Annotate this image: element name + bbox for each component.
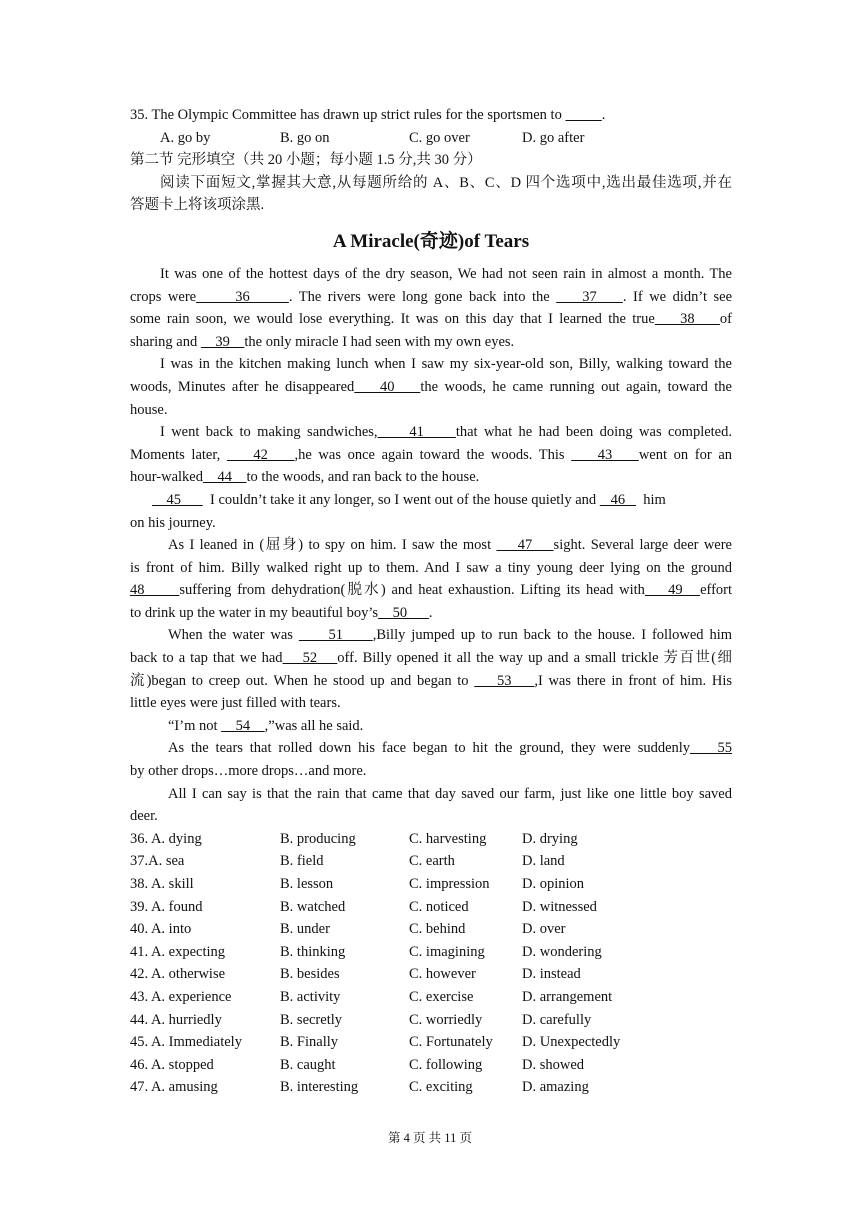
- question-options-row: [130, 918, 732, 941]
- question-options-row: [130, 1031, 732, 1054]
- option-d: D. arrangement: [522, 988, 613, 1005]
- question-options-row: [130, 1054, 732, 1077]
- passage-line: When the water was 51 ,Billy jumped up to run back to the house. I followed him: [168, 627, 733, 644]
- passage-title: A Miracle(奇迹)of Tears: [332, 230, 530, 252]
- question-35-options: [130, 127, 732, 150]
- option-d: D. land: [522, 853, 565, 870]
- passage-line: by other drops…more drops…and more.: [130, 763, 367, 780]
- option-a: 42. A. otherwise: [130, 966, 226, 983]
- passage-line: deer.: [130, 808, 158, 825]
- blank-35: [565, 107, 601, 123]
- passage-line: All I can say is that the rain that came that day saved our farm, just like one little boy saved: [168, 785, 732, 802]
- passage-line: I went back to making sandwiches, 41 that what he had been doing was completed.: [160, 424, 732, 441]
- option-a: 47. A. amusing: [130, 1079, 218, 1096]
- option-c: C. exciting: [409, 1079, 473, 1096]
- question-options-row: [130, 896, 732, 919]
- blank-38: 38: [654, 311, 720, 328]
- option-c: C. following: [409, 1056, 483, 1073]
- page-content: [130, 104, 732, 1099]
- passage-line: little eyes were just filled with tears.: [130, 695, 341, 712]
- blank-41: 41: [377, 424, 456, 441]
- passage-line: sharing and 39 the only miracle I had seen with my own eyes.: [130, 333, 515, 350]
- blank-37: 37: [556, 288, 623, 305]
- passage-line: As I leaned in (屈身) to spy on him. I saw the most 47 sight. Several large deer were: [168, 537, 732, 554]
- option-c: C. worriedly: [409, 1011, 483, 1028]
- passage-line: 流)began to creep out. When he stood up and began to 53 ,I was there in front of him. His: [130, 672, 733, 689]
- option-b: B. besides: [280, 966, 340, 983]
- question-35-stem: 35. The Olympic Committee has drawn up strict rules for the sportsmen to .: [130, 107, 606, 123]
- passage-line: woods, Minutes after he disappeared 40 the woods, he came running out again, toward the: [130, 378, 732, 395]
- option-a: 43. A. experience: [130, 988, 232, 1005]
- cloze-options: [130, 828, 732, 1099]
- option-d: D. Unexpectedly: [522, 1034, 621, 1051]
- option-d: D. go after: [522, 129, 585, 146]
- blank-47: 47: [496, 537, 554, 554]
- question-options-row: [130, 986, 732, 1009]
- passage-line: some rain soon, we would lose everything. It was on this day that I learned the true 38 of: [130, 311, 733, 328]
- passage-line: Moments later, 42 ,he was once again toward the woods. This 43 went on for an: [130, 446, 733, 463]
- blank-44: 44: [203, 469, 247, 486]
- blank-40: 40: [354, 378, 421, 395]
- option-b: B. under: [280, 921, 330, 938]
- option-a: 38. A. skill: [130, 876, 194, 892]
- option-d: D. wondering: [522, 943, 602, 960]
- blank-42: 42: [226, 446, 295, 463]
- passage-line: I was in the kitchen making lunch when I saw my six-year-old son, Billy, walking toward the: [160, 356, 732, 373]
- blank-55: 55: [690, 740, 732, 757]
- question-options-row: [130, 941, 732, 964]
- blank-43: 43: [571, 446, 639, 463]
- option-c: C. behind: [409, 921, 466, 938]
- passage-line: back to a tap that we had 52 off. Billy opened it all the way up and a small trickle 芳百世(细: [130, 650, 732, 667]
- option-b: B. go on: [280, 129, 330, 146]
- option-b: B. secretly: [280, 1011, 343, 1028]
- passage-line: on his journey.: [130, 514, 216, 531]
- option-c: C. Fortunately: [409, 1034, 493, 1051]
- option-a: 41. A. expecting: [130, 943, 226, 960]
- option-a: 40. A. into: [130, 921, 192, 938]
- section-heading: 第二节 完形填空（共 20 小题；每小题 1.5 分,共 30 分）: [130, 152, 482, 169]
- question-options-row: [130, 828, 732, 851]
- passage-line: As the tears that rolled down his face began to hit the ground, they were suddenly 55: [168, 740, 732, 757]
- option-b: B. lesson: [280, 876, 334, 892]
- option-d: D. drying: [522, 830, 578, 847]
- option-b: B. interesting: [280, 1079, 359, 1096]
- option-c: C. go over: [409, 129, 470, 146]
- option-a: 46. A. stopped: [130, 1056, 214, 1073]
- option-c: C. earth: [409, 853, 455, 870]
- option-d: D. carefully: [522, 1011, 592, 1028]
- option-b: B. activity: [280, 988, 341, 1005]
- passage-line: house.: [130, 401, 168, 418]
- section-instruction-line1: 阅读下面短文,掌握其大意,从每题所给的 A、B、C、D 四个选项中,选出最佳选项,并在: [160, 174, 732, 191]
- page-footer: 第 4 页 共 11 页: [388, 1131, 472, 1145]
- passage-line: hour-walked 44 to the woods, and ran back to the house.: [130, 469, 480, 486]
- option-a: 37.A. sea: [130, 853, 185, 870]
- option-c: C. impression: [409, 876, 490, 892]
- option-c: C. however: [409, 966, 476, 983]
- option-d: D. instead: [522, 966, 581, 983]
- option-d: D. showed: [522, 1056, 585, 1073]
- blank-51: 51: [298, 627, 373, 644]
- blank-54: 54: [221, 717, 265, 734]
- question-options-row: [130, 1076, 732, 1099]
- option-b: B. caught: [280, 1056, 336, 1073]
- option-b: B. producing: [280, 830, 356, 847]
- blank-46: 46: [599, 491, 637, 508]
- option-a: 45. A. Immediately: [130, 1034, 242, 1051]
- option-d: D. witnessed: [522, 898, 597, 915]
- section-instruction-line2: 答题卡上将该项涂黑.: [130, 197, 265, 214]
- option-d: D. over: [522, 921, 566, 938]
- passage-line: “I’m not 54 ,”was all he said.: [168, 717, 364, 734]
- passage-line: to drink up the water in my beautiful boy’s 50 .: [130, 604, 433, 621]
- blank-50: 50: [378, 604, 429, 621]
- blank-36: 36: [196, 288, 289, 305]
- blank-52: 52: [282, 650, 338, 667]
- blank-39: 39: [200, 333, 245, 350]
- option-c: C. exercise: [409, 988, 474, 1005]
- option-a: 44. A. hurriedly: [130, 1011, 222, 1028]
- question-options-row: [130, 1009, 732, 1032]
- option-d: D. amazing: [522, 1079, 589, 1096]
- option-a: A. go by: [160, 129, 211, 146]
- question-options-row: [130, 873, 732, 896]
- blank-53: 53: [474, 672, 535, 689]
- option-c: C. harvesting: [409, 830, 487, 847]
- passage-line: 48 suffering from dehydration(脱水) and heat exhaustion. Lifting its head with 49 effort: [130, 582, 733, 599]
- passage-line: 45 I couldn’t take it any longer, so I went out of the house quietly and 46 him: [152, 491, 666, 508]
- option-d: D. opinion: [522, 876, 585, 892]
- blank-45: 45: [152, 491, 203, 508]
- blank-48: 48: [130, 582, 180, 599]
- option-c: C. noticed: [409, 898, 469, 915]
- option-a: 39. A. found: [130, 898, 203, 915]
- passage-line: is front of him. Billy walked right up to them. And I saw a tiny young deer lying on the ground: [130, 559, 732, 576]
- question-options-row: [130, 850, 732, 873]
- passage-line: It was one of the hottest days of the dry season, We had not seen rain in almost a month. The: [160, 265, 732, 282]
- option-b: B. Finally: [280, 1034, 339, 1051]
- option-b: B. field: [280, 853, 324, 870]
- passage-line: crops were 36 . The rivers were long gone back into the 37 . If we didn’t see: [130, 288, 733, 305]
- blank-49: 49: [644, 582, 701, 599]
- option-c: C. imagining: [409, 943, 485, 960]
- question-options-row: [130, 963, 732, 986]
- option-b: B. watched: [280, 898, 346, 915]
- option-a: 36. A. dying: [130, 830, 202, 847]
- option-b: B. thinking: [280, 943, 346, 960]
